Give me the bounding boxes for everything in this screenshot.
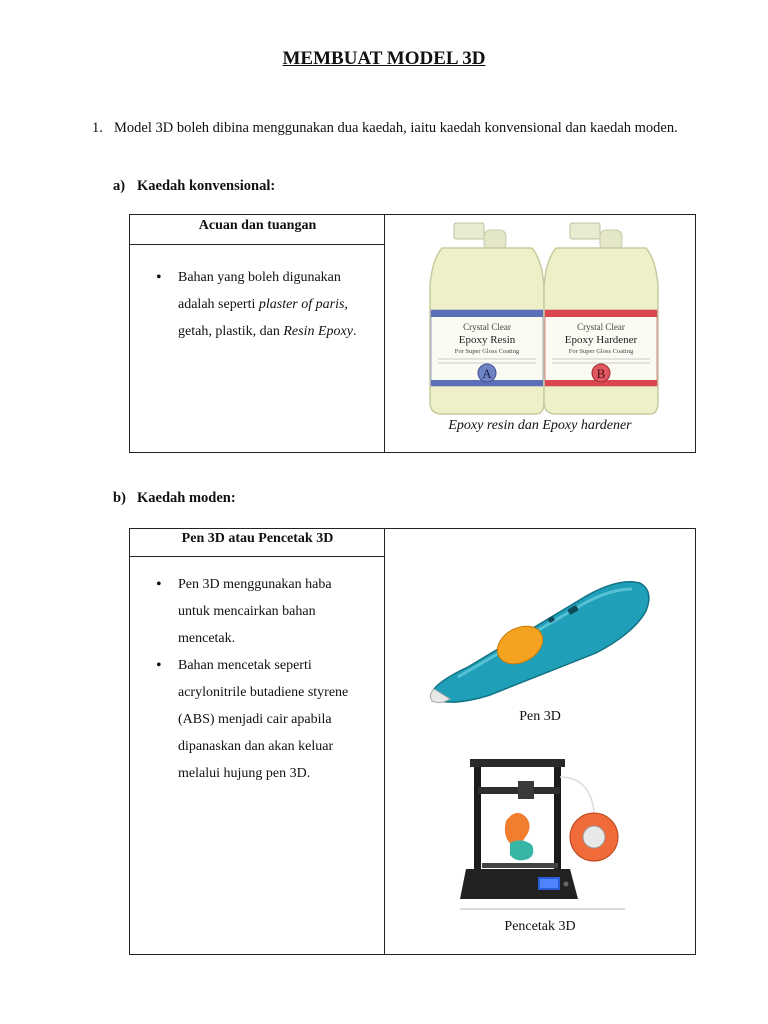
intro-text: Model 3D boleh dibina menggunakan dua kaedah, iaitu kaedah konvensional dan kaedah moden. — [114, 120, 678, 136]
list-item: • Pen 3D menggunakan haba untuk mencairkan bahan mencetak. — [154, 571, 359, 652]
epoxy-caption: Epoxy resin dan Epoxy hardener — [448, 418, 632, 433]
section-a-letter: a) — [113, 178, 126, 194]
section-b-heading — [113, 490, 236, 507]
pen-caption: Pen 3D — [519, 709, 561, 724]
bottle-a — [430, 223, 544, 414]
table-divider — [384, 529, 385, 954]
bottle-a-tagline: For Super Gloss Coating — [454, 348, 520, 355]
bottle-b-name: Epoxy Hardener — [564, 334, 638, 346]
bottle-b — [544, 223, 658, 414]
table-modern — [129, 528, 696, 955]
intro-paragraph — [92, 120, 678, 137]
bottle-a-brand: Crystal Clear — [463, 322, 511, 332]
3d-printer-image — [460, 757, 625, 915]
table-header-conventional: Acuan dan tuangan — [130, 215, 385, 245]
printer-caption: Pencetak 3D — [504, 919, 576, 934]
bottle-b-letter: B — [596, 366, 606, 381]
bottle-a-letter: A — [482, 366, 492, 381]
section-b-letter: b) — [113, 490, 126, 506]
list-item: • Bahan yang boleh digunakan adalah seperti plaster of paris, getah, plastik, dan Resin Epoxy. — [154, 264, 364, 345]
table-divider — [384, 215, 385, 452]
section-a-heading-text: Kaedah konvensional: — [137, 178, 276, 194]
intro-number: 1. — [92, 120, 103, 136]
bottle-b-brand: Crystal Clear — [577, 322, 625, 332]
modern-bullets — [154, 571, 359, 787]
epoxy-bottles-image — [424, 220, 664, 420]
bottle-a-name: Epoxy Resin — [458, 334, 516, 346]
section-b-heading-text: Kaedah moden: — [137, 490, 236, 506]
list-item: • Bahan mencetak seperti acrylonitrile butadiene styrene (ABS) menjadi cair apabila dipanaskan dan akan keluar melalui hujung pen 3D. — [154, 652, 359, 787]
3d-pen-image — [428, 567, 660, 707]
page-title: MEMBUAT MODEL 3D — [282, 48, 486, 69]
bottle-b-tagline: For Super Gloss Coating — [568, 348, 634, 355]
section-a-heading — [113, 178, 275, 195]
table-conventional — [129, 214, 696, 453]
table-header-modern: Pen 3D atau Pencetak 3D — [130, 529, 385, 557]
conventional-bullets — [154, 264, 364, 345]
